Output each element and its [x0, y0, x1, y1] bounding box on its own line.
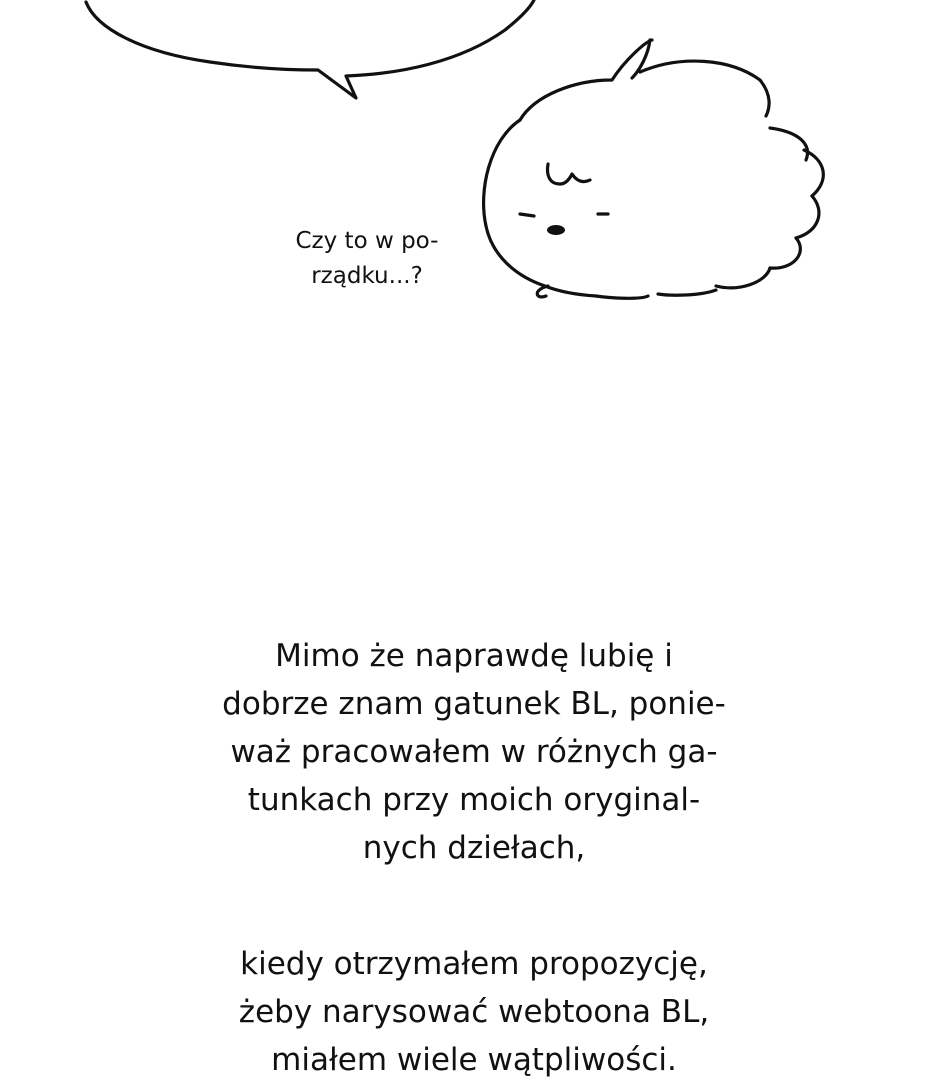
narration-line: waż pracowałem w różnych ga- — [230, 734, 718, 770]
narration-line: miałem wiele wątpliwości. — [271, 1042, 677, 1078]
narration-block-2 — [174, 940, 774, 1084]
narration-line: dobrze znam gatunek BL, ponie- — [222, 686, 726, 722]
speech-caption-line: Czy to w po- — [295, 228, 439, 254]
creature-nose-icon — [547, 225, 565, 235]
narration-line: Mimo że naprawdę lubię i — [275, 638, 673, 674]
narration-block-1 — [174, 632, 774, 872]
narration-line: nych dziełach, — [362, 830, 586, 866]
narration-line: żeby narysować webtoona BL, — [238, 994, 710, 1030]
speech-bubble-icon — [86, 0, 534, 98]
narration-line: kiedy otrzymałem propozycję, — [240, 946, 708, 982]
narration-line: tunkach przy moich oryginal- — [247, 782, 701, 818]
speech-caption-line: rządku...? — [311, 263, 423, 289]
illustration — [0, 0, 948, 360]
speech-caption — [262, 224, 472, 294]
fluffy-creature-icon — [484, 40, 824, 298]
